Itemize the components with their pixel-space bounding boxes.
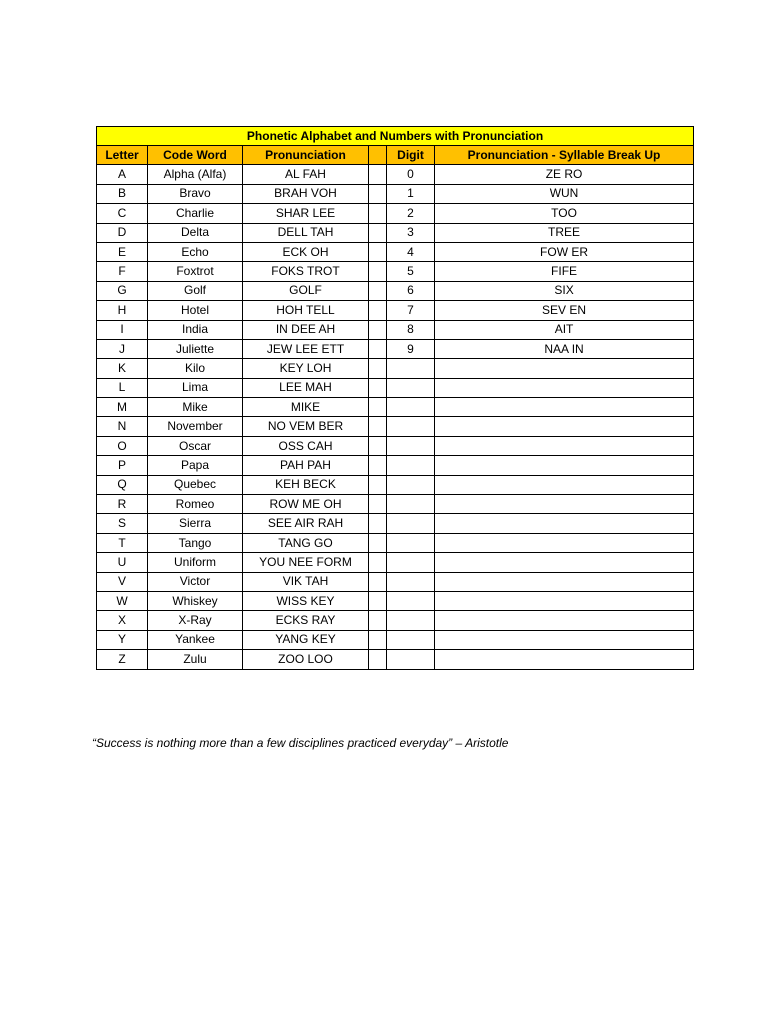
header-blank — [369, 146, 387, 165]
digit-cell: 6 — [387, 281, 435, 300]
code-word-cell: India — [148, 320, 243, 339]
table-row — [97, 495, 694, 514]
digit-cell: 5 — [387, 262, 435, 281]
pronunciation-cell: SEE AIR RAH — [243, 514, 369, 533]
header-letter: Letter — [97, 146, 148, 165]
table-row — [97, 533, 694, 552]
letter-cell: G — [97, 281, 148, 300]
table-row — [97, 417, 694, 436]
digit-cell — [387, 359, 435, 378]
table-row — [97, 475, 694, 494]
code-word-cell: Lima — [148, 378, 243, 397]
blank-cell — [369, 320, 387, 339]
digit-pronunciation-cell — [435, 514, 694, 533]
digit-pronunciation-cell: SEV EN — [435, 301, 694, 320]
header-code-word: Code Word — [148, 146, 243, 165]
code-word-cell: Golf — [148, 281, 243, 300]
code-word-cell: Hotel — [148, 301, 243, 320]
code-word-cell: X-Ray — [148, 611, 243, 630]
table-row — [97, 262, 694, 281]
digit-pronunciation-cell — [435, 630, 694, 649]
pronunciation-cell: BRAH VOH — [243, 184, 369, 203]
code-word-cell: Uniform — [148, 553, 243, 572]
digit-cell — [387, 456, 435, 475]
digit-cell: 0 — [387, 165, 435, 184]
code-word-cell: Foxtrot — [148, 262, 243, 281]
code-word-cell: Zulu — [148, 650, 243, 669]
blank-cell — [369, 475, 387, 494]
digit-pronunciation-cell — [435, 475, 694, 494]
letter-cell: Y — [97, 630, 148, 649]
digit-pronunciation-cell: NAA IN — [435, 339, 694, 358]
table-row — [97, 339, 694, 358]
table-row — [97, 378, 694, 397]
letter-cell: N — [97, 417, 148, 436]
letter-cell: U — [97, 553, 148, 572]
digit-cell: 8 — [387, 320, 435, 339]
digit-pronunciation-cell — [435, 533, 694, 552]
letter-cell: X — [97, 611, 148, 630]
letter-cell: L — [97, 378, 148, 397]
code-word-cell: Papa — [148, 456, 243, 475]
blank-cell — [369, 378, 387, 397]
code-word-cell: Tango — [148, 533, 243, 552]
blank-cell — [369, 553, 387, 572]
code-word-cell: Romeo — [148, 495, 243, 514]
pronunciation-cell: PAH PAH — [243, 456, 369, 475]
pronunciation-cell: LEE MAH — [243, 378, 369, 397]
table-row — [97, 301, 694, 320]
digit-cell — [387, 436, 435, 455]
code-word-cell: Oscar — [148, 436, 243, 455]
pronunciation-cell: FOKS TROT — [243, 262, 369, 281]
code-word-cell: Echo — [148, 242, 243, 261]
blank-cell — [369, 165, 387, 184]
pronunciation-cell: OSS CAH — [243, 436, 369, 455]
letter-cell: I — [97, 320, 148, 339]
letter-cell: Q — [97, 475, 148, 494]
blank-cell — [369, 242, 387, 261]
phonetic-alphabet-table — [96, 126, 694, 670]
table-row — [97, 572, 694, 591]
code-word-cell: Bravo — [148, 184, 243, 203]
blank-cell — [369, 262, 387, 281]
code-word-cell: Charlie — [148, 204, 243, 223]
table-row — [97, 630, 694, 649]
blank-cell — [369, 417, 387, 436]
blank-cell — [369, 281, 387, 300]
pronunciation-cell: AL FAH — [243, 165, 369, 184]
blank-cell — [369, 630, 387, 649]
digit-cell — [387, 378, 435, 397]
blank-cell — [369, 339, 387, 358]
digit-cell — [387, 495, 435, 514]
digit-cell — [387, 533, 435, 552]
table-body — [97, 165, 694, 669]
pronunciation-cell: IN DEE AH — [243, 320, 369, 339]
table-row — [97, 553, 694, 572]
pronunciation-cell: YANG KEY — [243, 630, 369, 649]
digit-pronunciation-cell — [435, 650, 694, 669]
code-word-cell: Victor — [148, 572, 243, 591]
blank-cell — [369, 591, 387, 610]
pronunciation-cell: ZOO LOO — [243, 650, 369, 669]
digit-pronunciation-cell — [435, 611, 694, 630]
letter-cell: T — [97, 533, 148, 552]
table-row — [97, 184, 694, 203]
blank-cell — [369, 514, 387, 533]
table-row — [97, 611, 694, 630]
table-row — [97, 398, 694, 417]
digit-pronunciation-cell — [435, 553, 694, 572]
table-row — [97, 436, 694, 455]
letter-cell: P — [97, 456, 148, 475]
code-word-cell: Kilo — [148, 359, 243, 378]
digit-cell: 9 — [387, 339, 435, 358]
digit-pronunciation-cell — [435, 417, 694, 436]
pronunciation-cell: ECK OH — [243, 242, 369, 261]
blank-cell — [369, 495, 387, 514]
pronunciation-cell: SHAR LEE — [243, 204, 369, 223]
header-pronunciation: Pronunciation — [243, 146, 369, 165]
pronunciation-cell: MIKE — [243, 398, 369, 417]
digit-pronunciation-cell: FIFE — [435, 262, 694, 281]
digit-cell: 3 — [387, 223, 435, 242]
pronunciation-cell: KEH BECK — [243, 475, 369, 494]
pronunciation-cell: NO VEM BER — [243, 417, 369, 436]
digit-cell: 7 — [387, 301, 435, 320]
digit-pronunciation-cell — [435, 495, 694, 514]
letter-cell: K — [97, 359, 148, 378]
pronunciation-cell: DELL TAH — [243, 223, 369, 242]
code-word-cell: Mike — [148, 398, 243, 417]
code-word-cell: Whiskey — [148, 591, 243, 610]
letter-cell: M — [97, 398, 148, 417]
pronunciation-cell: YOU NEE FORM — [243, 553, 369, 572]
code-word-cell: Juliette — [148, 339, 243, 358]
digit-cell — [387, 650, 435, 669]
letter-cell: V — [97, 572, 148, 591]
digit-cell — [387, 417, 435, 436]
digit-pronunciation-cell — [435, 591, 694, 610]
blank-cell — [369, 611, 387, 630]
blank-cell — [369, 204, 387, 223]
digit-cell: 2 — [387, 204, 435, 223]
pronunciation-cell: ECKS RAY — [243, 611, 369, 630]
letter-cell: W — [97, 591, 148, 610]
table-row — [97, 320, 694, 339]
code-word-cell: November — [148, 417, 243, 436]
table-row — [97, 165, 694, 184]
table-row — [97, 514, 694, 533]
table-row — [97, 204, 694, 223]
letter-cell: R — [97, 495, 148, 514]
blank-cell — [369, 223, 387, 242]
letter-cell: J — [97, 339, 148, 358]
blank-cell — [369, 456, 387, 475]
pronunciation-cell: HOH TELL — [243, 301, 369, 320]
table-row — [97, 456, 694, 475]
digit-pronunciation-cell: FOW ER — [435, 242, 694, 261]
pronunciation-cell: GOLF — [243, 281, 369, 300]
digit-cell — [387, 398, 435, 417]
digit-pronunciation-cell — [435, 378, 694, 397]
letter-cell: A — [97, 165, 148, 184]
digit-cell — [387, 611, 435, 630]
digit-cell — [387, 630, 435, 649]
digit-pronunciation-cell — [435, 436, 694, 455]
table-row — [97, 359, 694, 378]
header-digit: Digit — [387, 146, 435, 165]
letter-cell: F — [97, 262, 148, 281]
digit-cell: 1 — [387, 184, 435, 203]
code-word-cell: Sierra — [148, 514, 243, 533]
blank-cell — [369, 398, 387, 417]
table-row — [97, 591, 694, 610]
blank-cell — [369, 533, 387, 552]
pronunciation-cell: WISS KEY — [243, 591, 369, 610]
letter-cell: E — [97, 242, 148, 261]
digit-pronunciation-cell — [435, 398, 694, 417]
blank-cell — [369, 436, 387, 455]
digit-pronunciation-cell: SIX — [435, 281, 694, 300]
blank-cell — [369, 301, 387, 320]
table-row — [97, 242, 694, 261]
aristotle-quote: “Success is nothing more than a few disciplines practiced everyday” – Aristotle — [92, 736, 509, 750]
header-syllable-break-up: Pronunciation - Syllable Break Up — [435, 146, 694, 165]
letter-cell: D — [97, 223, 148, 242]
code-word-cell: Alpha (Alfa) — [148, 165, 243, 184]
letter-cell: C — [97, 204, 148, 223]
pronunciation-cell: JEW LEE ETT — [243, 339, 369, 358]
letter-cell: S — [97, 514, 148, 533]
digit-pronunciation-cell: AIT — [435, 320, 694, 339]
table-row — [97, 281, 694, 300]
letter-cell: Z — [97, 650, 148, 669]
code-word-cell: Delta — [148, 223, 243, 242]
digit-pronunciation-cell — [435, 359, 694, 378]
digit-pronunciation-cell: WUN — [435, 184, 694, 203]
table-row — [97, 650, 694, 669]
digit-pronunciation-cell: TOO — [435, 204, 694, 223]
pronunciation-cell: VIK TAH — [243, 572, 369, 591]
digit-cell — [387, 475, 435, 494]
letter-cell: O — [97, 436, 148, 455]
digit-pronunciation-cell: ZE RO — [435, 165, 694, 184]
digit-cell — [387, 572, 435, 591]
digit-pronunciation-cell: TREE — [435, 223, 694, 242]
table-title: Phonetic Alphabet and Numbers with Pronunciation — [97, 127, 694, 146]
digit-cell — [387, 514, 435, 533]
digit-pronunciation-cell — [435, 572, 694, 591]
pronunciation-cell: ROW ME OH — [243, 495, 369, 514]
code-word-cell: Yankee — [148, 630, 243, 649]
letter-cell: H — [97, 301, 148, 320]
blank-cell — [369, 184, 387, 203]
blank-cell — [369, 572, 387, 591]
digit-cell: 4 — [387, 242, 435, 261]
digit-cell — [387, 553, 435, 572]
pronunciation-cell: KEY LOH — [243, 359, 369, 378]
blank-cell — [369, 650, 387, 669]
blank-cell — [369, 359, 387, 378]
digit-pronunciation-cell — [435, 456, 694, 475]
table-row — [97, 223, 694, 242]
letter-cell: B — [97, 184, 148, 203]
code-word-cell: Quebec — [148, 475, 243, 494]
digit-cell — [387, 591, 435, 610]
pronunciation-cell: TANG GO — [243, 533, 369, 552]
